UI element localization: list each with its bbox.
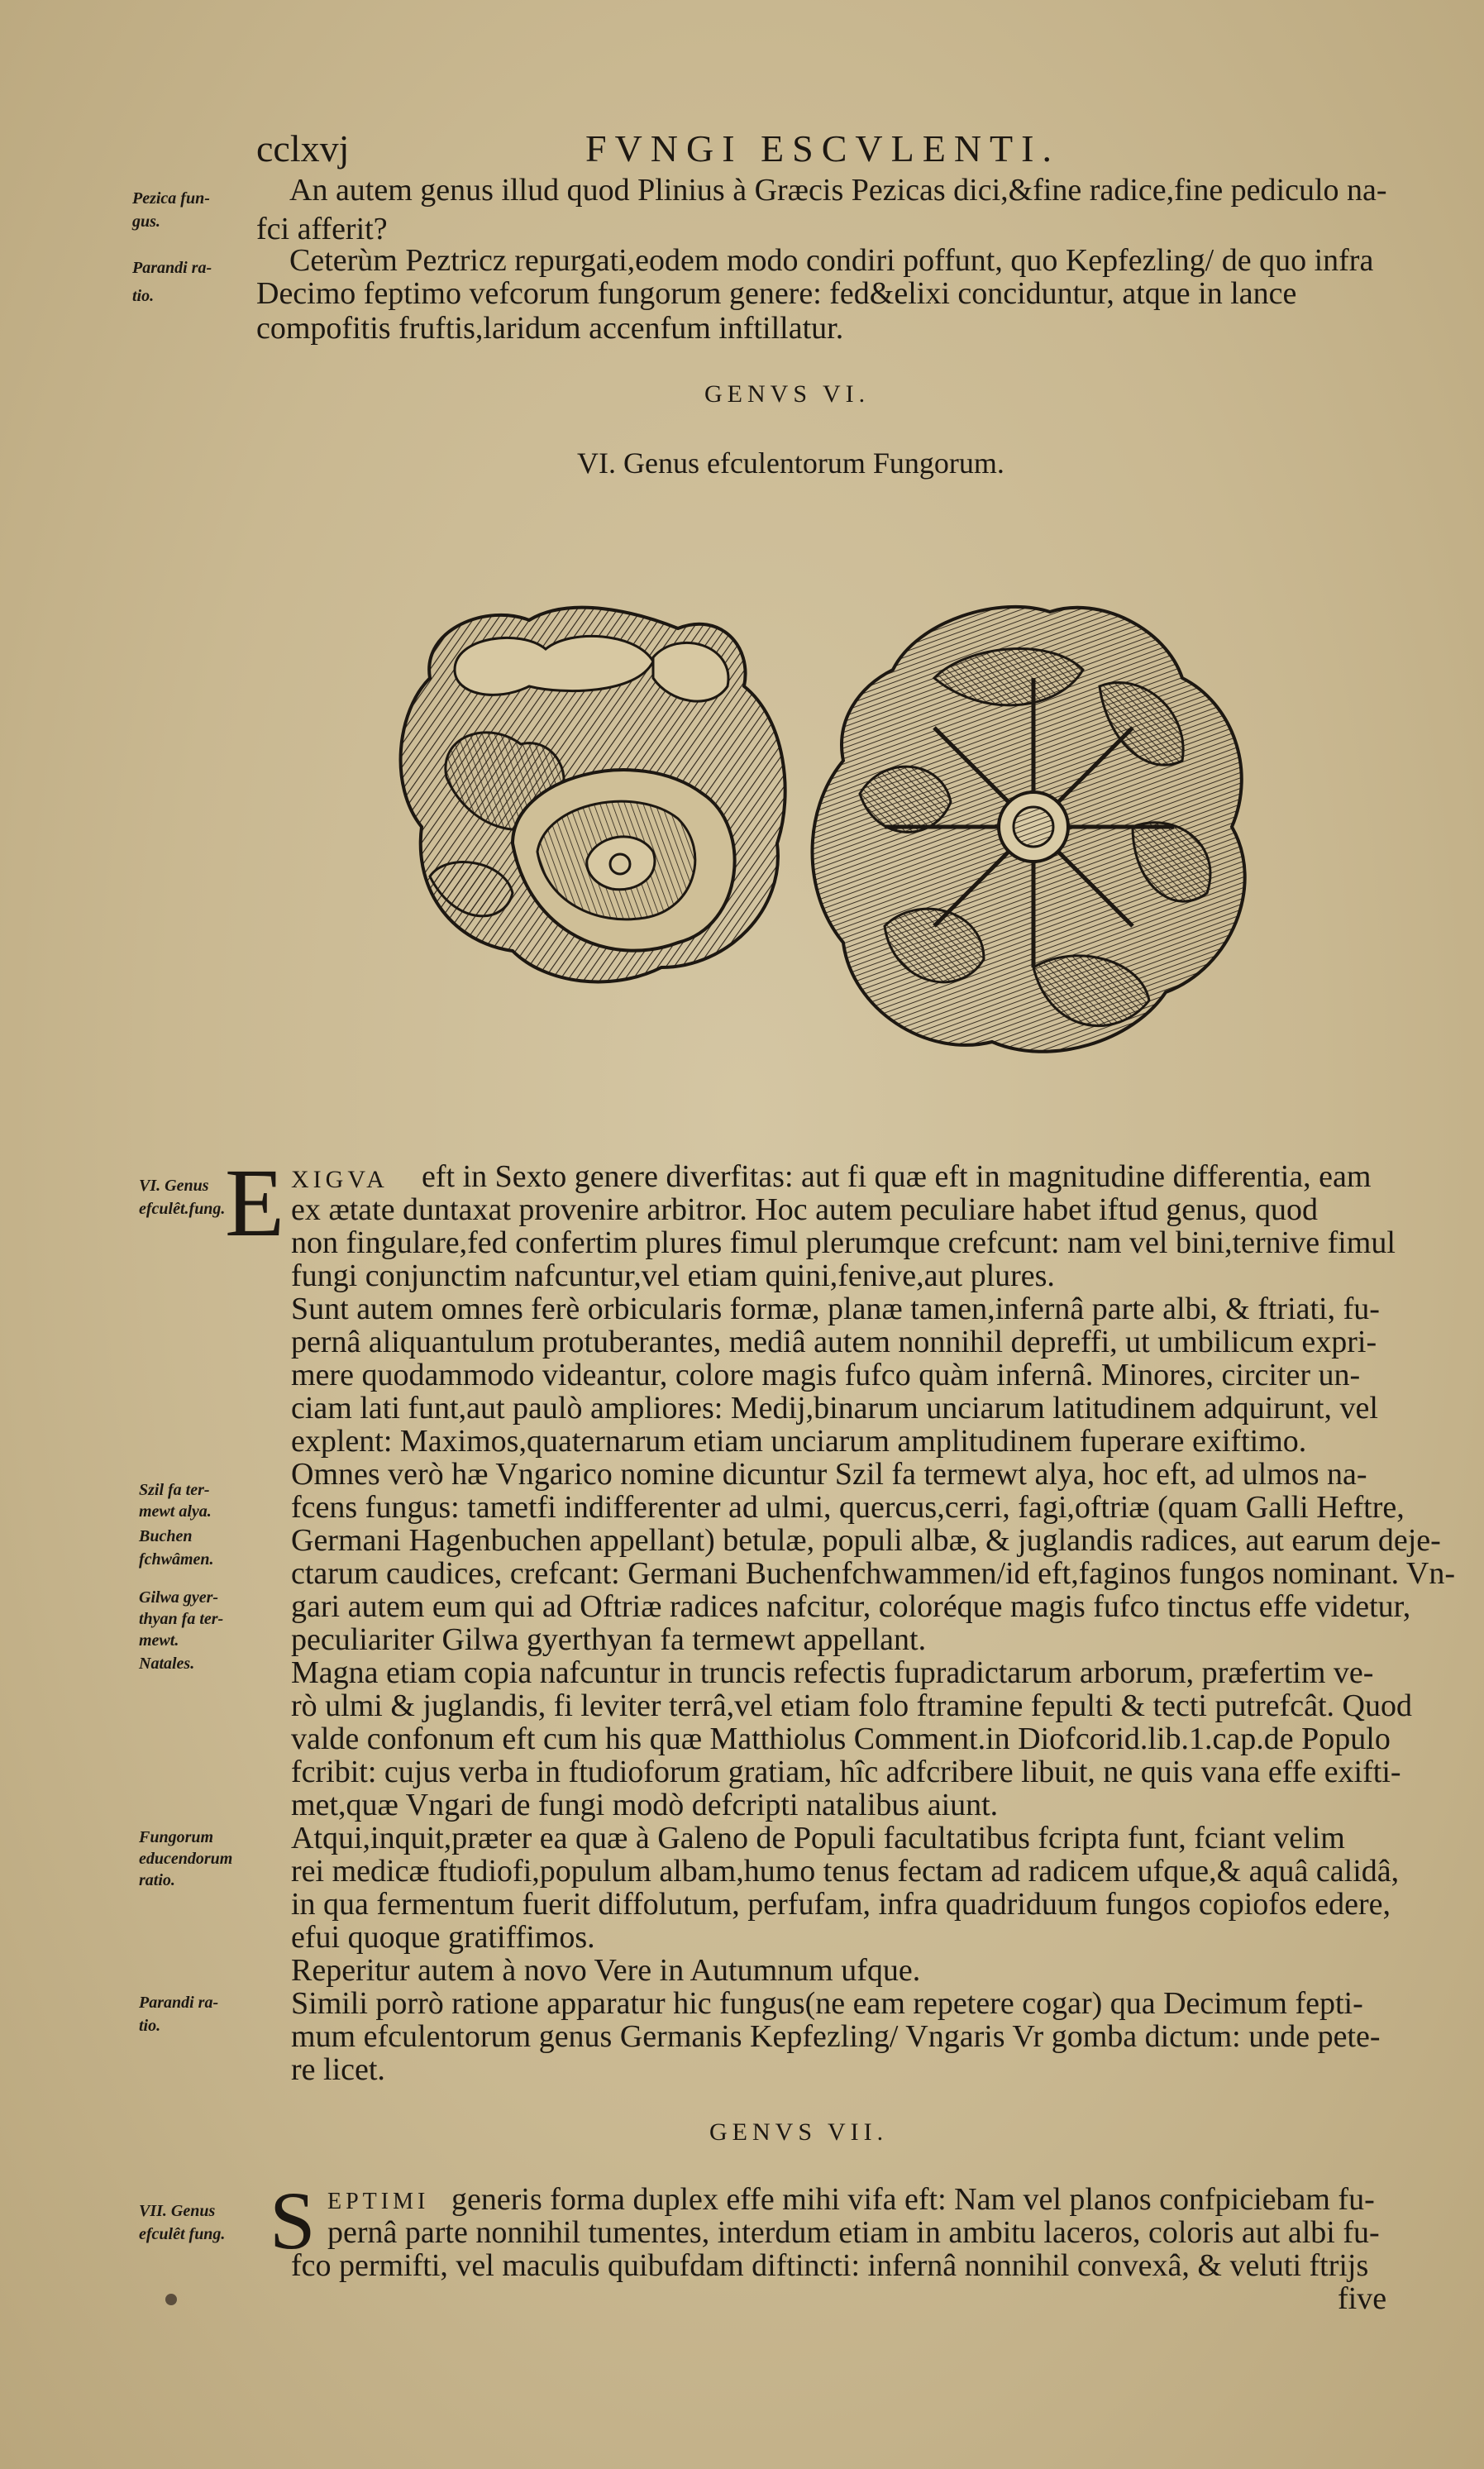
text-line: Decimo feptimo vefcorum fungorum genere: fed&elixi conciduntur, atque in lance [256, 276, 1297, 311]
text-line: generis forma duplex effe mihi vifa eft: Nam vel planos confpiciebam fu- [451, 2182, 1375, 2217]
catchword: five [1338, 2281, 1387, 2316]
text-line: Sunt autem omnes ferè orbicularis formæ, planæ tamen,infernâ parte albi, & ftriati, fu- [291, 1292, 1380, 1326]
margin-note: Parandi ra- [139, 1994, 219, 2012]
drop-cap: S [270, 2175, 316, 2266]
margin-note: gus. [132, 213, 160, 231]
text-line: re licet. [291, 2052, 385, 2087]
text-line: eft in Sexto genere diverfitas: aut fi quæ eft in magnitudine differentia, eam [422, 1159, 1372, 1194]
margin-note: Szil fa ter- [139, 1481, 210, 1499]
page-folio: cclxvj [256, 127, 350, 170]
text-line: ctarum caudices, crefcant: Germani Buchenfchwammen/id eft,faginos fungos nominant. Vn- [291, 1556, 1455, 1591]
text-line: met,quæ Vngari de fungi modò defcripti natalibus aiunt. [291, 1788, 999, 1822]
margin-note: ratio. [139, 1871, 175, 1889]
text-line: valde confonum eft cum his quæ Matthiolus Comment.in Diofcorid.lib.1.cap.de Populo [291, 1722, 1391, 1756]
margin-note: efculêt.fung. [139, 1200, 226, 1218]
margin-note: efculêt fung. [139, 2225, 226, 2243]
margin-note: VI. Genus [139, 1177, 209, 1195]
text-line: in qua fermentum fuerit diffolutum, perfufam, infra quadriduum fungos copiofos edere, [291, 1887, 1391, 1922]
fungus-woodcut-bottom-view [785, 579, 1281, 1091]
running-title: FVNGI ESCVLENTI. [585, 127, 1060, 170]
text-line: fci afferit? [256, 212, 388, 246]
text-line: ex ætate duntaxat provenire arbitror. Hoc autem peculiare habet iftud genus, quod [291, 1192, 1318, 1227]
text-line: gari autem eum qui ad Oftriæ radices nafcitur, coloréque magis fufco tinctus effe videtur, [291, 1589, 1411, 1624]
text-line: rò ulmi & juglandis, fi leviter terrâ,vel etiam folo ftramine fepulti & tecti putrefcât. Quod [291, 1688, 1412, 1723]
margin-note: mewt. [139, 1631, 179, 1650]
text-line: pernâ aliquantulum protuberantes, mediâ autem nonnihil depreffi, ut umbilicum expri- [291, 1325, 1377, 1359]
margin-note: mewt alya. [139, 1502, 212, 1521]
text-line: Simili porrò ratione apparatur hic fungus(ne eam repetere cogar) qua Decimum fepti- [291, 1986, 1363, 2021]
text-line: mere quodammodo videantur, colore magis fufco quàm infernâ. Minores, circiter un- [291, 1358, 1361, 1392]
text-line: fco permifti, vel maculis quibufdam diftincti: infernâ nonnihil convexâ, & veluti ftrijs [291, 2248, 1369, 2283]
section-heading: GENVS VII. [709, 2118, 889, 2146]
figure-caption: VI. Genus efculentorum Fungorum. [577, 447, 1004, 480]
first-word: XIGVA [291, 1166, 389, 1193]
text-line: mum efculentorum genus Germanis Kepfezling/ Vngaris Vr gomba dictum: unde pete- [291, 2019, 1381, 2054]
text-line: pernâ parte nonnihil tumentes, interdum etiam in ambitu laceros, coloris aut albi fu- [327, 2215, 1380, 2250]
text-line: peculiariter Gilwa gyerthyan fa termewt appellant. [291, 1622, 927, 1657]
text-line: explent: Maximos,quaternarum etiam unciarum amplitudinem fuperare exiftimo. [291, 1424, 1307, 1459]
text-line: fcens fungus: tametfi indifferenter ad ulmi, quercus,cerri, fagi,oftriæ (quam Galli Heftre, [291, 1490, 1405, 1525]
margin-note: fchwâmen. [139, 1550, 214, 1569]
margin-note: thyan fa ter- [139, 1610, 224, 1628]
drop-cap: E [225, 1149, 285, 1257]
first-word: EPTIMI [327, 2189, 430, 2214]
margin-note: educendorum [139, 1850, 233, 1868]
margin-note: tio. [132, 287, 155, 305]
margin-note: Fungorum [139, 1828, 214, 1846]
text-line: fcribit: cujus verba in ftudioforum gratiam, hîc adfcribere libuit, ne quis vana effe exifti- [291, 1755, 1401, 1789]
section-heading: GENVS VI. [704, 380, 871, 408]
text-line: compofitis fruftis,laridum accenfum inftillatur. [256, 311, 844, 346]
margin-note: Pezica fun- [132, 189, 210, 208]
text-line: ciam lati funt,aut paulò ampliores: Medij,binarum unciarum latitudinem adquirunt, vel [291, 1391, 1378, 1426]
margin-note: Gilwa gyer- [139, 1588, 219, 1607]
text-line: Reperitur autem à novo Vere in Autumnum ufque. [291, 1953, 921, 1988]
margin-note: tio. [139, 2017, 161, 2035]
margin-note: Buchen [139, 1527, 193, 1545]
margin-note: Parandi ra- [132, 259, 212, 277]
ink-spot [165, 2294, 177, 2305]
text-line: rei medicæ ftudiofi,populum albam,humo tenus fectam ad radicem ufque,& aquâ calidâ, [291, 1854, 1400, 1889]
text-line: fungi conjunctim nafcuntur,vel etiam quini,fenive,aut plures. [291, 1258, 1055, 1293]
text-line: Ceterùm Peztricz repurgati,eodem modo condiri poffunt, quo Kepfezling/ de quo infra [289, 243, 1374, 278]
margin-note: VII. Genus [139, 2202, 216, 2220]
text-line: Germani Hagenbuchen appellant) betulæ, populi albæ, & juglandis radices, aut earum deje- [291, 1523, 1441, 1558]
text-line: non fingulare,fed confertim plures fimul plerumque crefcunt: nam vel bini,ternive fimul [291, 1225, 1396, 1260]
margin-note: Natales. [139, 1655, 195, 1673]
text-line: efui quoque gratiffimos. [291, 1920, 595, 1955]
text-line: Omnes verò hæ Vngarico nomine dicuntur Szil fa termewt alya, hoc eft, ad ulmos na- [291, 1457, 1367, 1492]
text-line: Atqui,inquit,præter ea quæ à Galeno de Populi facultatibus fcripta funt, fciant velim [291, 1821, 1345, 1855]
text-line: Magna etiam copia nafcuntur in truncis refectis fupradictarum arborum, præfertim ve- [291, 1655, 1374, 1690]
text-line: An autem genus illud quod Plinius à Græcis Pezicas dici,&fine radice,fine pediculo na- [289, 173, 1387, 208]
